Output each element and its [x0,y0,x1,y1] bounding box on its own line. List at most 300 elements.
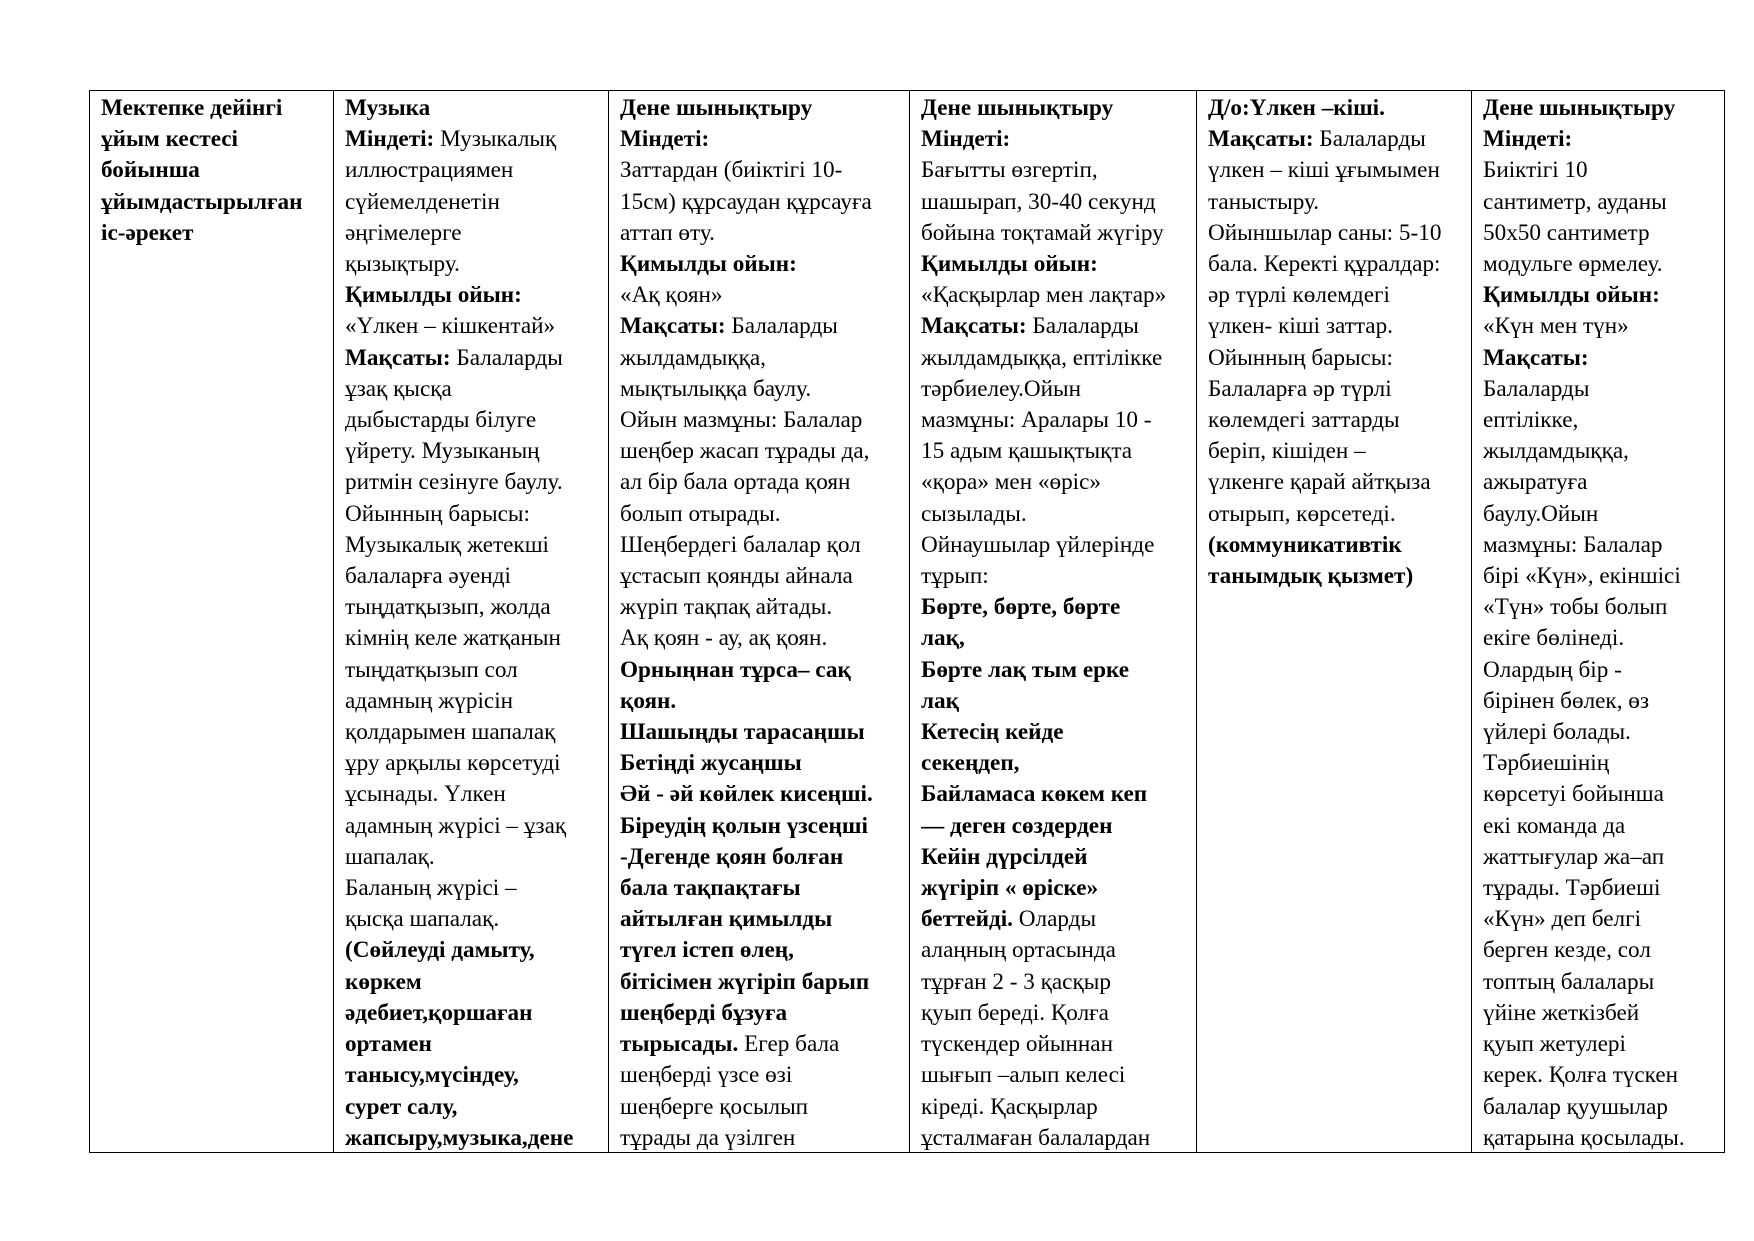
text-run: тәрбиелеу.Ойын [921,375,1082,402]
text-run: отырып, көрсетеді. [1208,500,1396,527]
cell-text [1208,93,1463,1151]
bold-text-run: Әй - әй көйлек кисеңші. [620,781,873,808]
text-run: қуып береді. Қолға [921,999,1109,1026]
text-line [921,779,1188,810]
text-line [921,187,1188,218]
text-run: Балаларды [450,344,563,371]
text-line [1483,249,1716,280]
text-line [1208,436,1463,467]
text-run: мықтылыққа баулу. [620,375,812,402]
text-line [1208,374,1463,405]
text-line [620,873,901,904]
text-line [1483,280,1716,311]
bold-text-run: Музыка [345,95,431,121]
text-line [101,218,325,249]
text-line [1483,904,1716,935]
text-run: беріп, кішіден – [1208,438,1366,465]
text-run: қуып жетулері [1483,1031,1626,1058]
text-line [1483,124,1716,155]
bold-text-run: Міндеті: [345,126,435,153]
text-line [1483,779,1716,810]
bold-text-run: танысу,мүсіндеу, [345,1062,519,1089]
text-line [620,717,901,748]
text-line [1208,218,1463,249]
text-run: көрсетуі бойынша [1483,781,1664,808]
text-line [345,779,600,810]
text-line [921,811,1188,842]
text-line [1483,998,1716,1029]
text-run: үлкен – кіші ұғымымен [1208,157,1440,184]
bold-text-run: Міндеті: [1483,126,1573,153]
text-line [620,1092,901,1123]
text-line [101,187,325,218]
text-line [620,467,901,498]
text-line [620,561,901,592]
bold-text-run: Міндеті: [620,126,710,153]
bold-text-run: Орныңнан тұрса– сақ [620,656,851,683]
text-line [1483,686,1716,717]
bold-text-run: -Дегенде қоян болған [620,843,844,870]
text-run: қатарына қосылады. [1483,1124,1685,1151]
bold-text-run: Кетесің кейде [921,719,1064,746]
text-line [1208,187,1463,218]
text-run: Музыкалық [434,126,557,153]
bold-text-run: Байламаса көкем кеп [921,781,1148,808]
text-run: ал бір бала ортада қоян [620,469,851,496]
text-line [921,467,1188,498]
text-run: сүйемелденетін [345,188,500,215]
text-line [620,343,901,374]
text-run: екі команда да [1483,812,1626,839]
cell-text [101,93,325,1151]
text-run: ұстасып қоянды айнала [620,563,853,590]
text-line [345,93,600,124]
text-line [1483,1060,1716,1091]
text-run: қызықтыру. [345,251,460,278]
text-run: түскендер ойыннан [921,1031,1113,1058]
text-run: қысқа шапалақ. [345,906,500,933]
text-line [1483,1092,1716,1123]
text-line [921,374,1188,405]
text-line [1208,155,1463,186]
text-run: балалар қуушылар [1483,1093,1668,1120]
text-run: «қора» мен «өріс» [921,469,1102,496]
physical-education-cell-3 [1472,91,1725,1153]
text-line [345,1029,600,1060]
text-run: мазмұны: Аралары 10 - [921,407,1152,434]
bold-text-run: Бөрте лақ тым ерке [921,656,1130,683]
text-line [345,187,600,218]
text-line [1483,842,1716,873]
text-run: үлкен- кіші заттар. [1208,313,1393,340]
text-run: үлкенге қарай айтқыза [1208,469,1431,496]
text-line [1483,1123,1716,1151]
text-run: шеңберді үзсе өзі [620,1062,793,1089]
text-line [345,561,600,592]
text-line [1208,467,1463,498]
bold-text-run: Д/о:Үлкен –кіші. [1208,95,1385,121]
text-line [620,124,901,155]
text-line [1208,561,1463,592]
text-run: болып отырады. [620,500,781,527]
bold-text-run: Біреудің қолын үзсеңші [620,812,868,839]
text-run: шеңберге қосылып [620,1093,809,1120]
table-row [90,91,1725,1153]
text-line [620,842,901,873]
text-run: Балаларды [1026,313,1139,340]
bold-text-run: лақ, [921,625,965,652]
text-line [345,904,600,935]
text-line [345,717,600,748]
text-line [620,592,901,623]
text-line [345,623,600,654]
text-line [620,686,901,717]
text-line [1208,249,1463,280]
text-line [345,155,600,186]
bold-text-run: әдебиет,қоршаған [345,999,533,1026]
text-line [620,249,901,280]
text-line [620,1060,901,1091]
text-run: топтың балалары [1483,968,1655,995]
text-line [921,655,1188,686]
cell-text [620,93,901,1151]
text-run: үйрету. Музыканың [345,438,540,465]
text-line [620,530,901,561]
text-line [620,405,901,436]
text-run: көлемдегі заттарды [1208,407,1400,434]
text-run: Ақ қоян - ау, ақ қоян. [620,625,828,652]
text-run: әр түрлі көлемдегі [1208,282,1390,309]
text-run: тыңдатқызып сол [345,656,518,683]
text-run: екіге бөлінеді. [1483,625,1625,652]
text-line [1483,467,1716,498]
text-line [620,935,901,966]
text-line [1483,873,1716,904]
text-run: Тәрбиешінің [1483,750,1610,777]
text-line [345,343,600,374]
bold-text-run: бала тақпақтағы [620,875,801,902]
bold-text-run: Міндеті: [921,126,1011,153]
text-run: ұсынады. Үлкен [345,781,506,808]
text-line [345,842,600,873]
text-run: «Ақ қоян» [620,282,723,309]
bold-text-run: (коммуникативтік [1208,531,1402,558]
text-run: дыбыстарды білуге [345,407,537,434]
text-line [345,686,600,717]
bold-text-run: жапсыру,музыка,дене [345,1124,574,1151]
column-header-cell [90,91,334,1153]
bold-text-run: іс-әрекет [101,219,194,246]
text-run: ұсталмаған балалардан [921,1124,1151,1151]
text-line [1208,405,1463,436]
bold-text-run: лақ [921,687,959,714]
cell-text [1483,93,1716,1151]
text-run: Балаларды [725,313,838,340]
text-run: шапалақ. [345,843,435,870]
text-line [345,280,600,311]
text-run: «Күн» деп белгі [1483,906,1642,933]
text-line [921,592,1188,623]
bold-text-run: Қимылды ойын: [345,282,522,309]
text-run: тұрған 2 - 3 қасқыр [921,968,1111,995]
text-line [1208,530,1463,561]
text-line [345,405,600,436]
text-line [101,124,325,155]
text-run: ептілікке, [1483,407,1579,434]
text-line [345,655,600,686]
text-run: Ойыншылар саны: 5-10 [1208,219,1442,246]
bold-text-run: Шашыңды тарасаңшы [620,719,865,746]
text-run: тыңдатқызып, жолда [345,594,551,621]
text-line [921,842,1188,873]
text-line [1483,530,1716,561]
text-run: таныстыру. [1208,188,1320,215]
text-run: Ойынның барысы: [345,500,530,527]
text-line [620,904,901,935]
text-line [345,467,600,498]
text-line [1483,374,1716,405]
text-line [345,499,600,530]
bold-text-run: Бөрте, бөрте, бөрте [921,594,1121,621]
text-run: ажыратуға [1483,469,1588,496]
text-run: қолдарымен шапалақ [345,719,556,746]
bold-text-run: Мектепке дейінгі [101,95,283,121]
text-line [620,499,901,530]
text-run: Егер бала [738,1031,840,1058]
text-run: мазмұны: Балалар [1483,531,1663,558]
text-line [921,1060,1188,1091]
text-line [620,998,901,1029]
text-line [620,1029,901,1060]
text-run: шеңбер жасап тұрады да, [620,438,870,465]
text-line [345,1123,600,1151]
text-line [921,1123,1188,1151]
text-run: балаларға әуенді [345,563,511,590]
didactic-game-cell [1197,91,1472,1153]
text-line [620,93,901,124]
text-line [1483,155,1716,186]
text-line [345,436,600,467]
text-line [620,436,901,467]
text-line [921,499,1188,530]
text-line [620,779,901,810]
text-run: Заттардан (биіктігі 10- [620,157,843,184]
text-line [345,311,600,342]
cell-text [921,93,1188,1151]
text-line [1208,311,1463,342]
text-run: Музыкалық жетекші [345,531,549,558]
bold-text-run: Дене шынықтыру [620,95,813,121]
text-run: модульге өрмелеу. [1483,251,1663,278]
text-run: бірі «Күн», екіншісі [1483,563,1681,590]
text-line [620,311,901,342]
text-run: «Күн мен түн» [1483,313,1629,340]
text-line [620,155,901,186]
text-line [1483,655,1716,686]
text-run: алаңның ортасында [921,937,1116,964]
bold-text-run: Мақсаты: [1208,126,1314,153]
text-line [921,935,1188,966]
text-run: тұрып: [921,563,989,590]
text-run: 15см) құрсаудан құрсауға [620,188,872,215]
text-line [921,623,1188,654]
text-run: сантиметр, ауданы [1483,188,1667,215]
bold-text-run: беттейді. [921,906,1013,933]
bold-text-run: Мақсаты: [921,313,1027,340]
text-run: тұрады да үзілген [620,1124,796,1151]
text-run: «Түн» тобы болып [1483,594,1668,621]
text-line [1208,343,1463,374]
text-line [1483,811,1716,842]
text-line [921,124,1188,155]
text-line [1483,93,1716,124]
text-line [345,935,600,966]
text-line [1483,343,1716,374]
bold-text-run: тырысады. [620,1031,739,1058]
text-line [345,998,600,1029]
text-line [921,967,1188,998]
text-line [1483,499,1716,530]
text-line [1208,280,1463,311]
text-run: жаттығулар жа–ап [1483,843,1665,870]
text-run: 15 адым қашықтықта [921,438,1133,465]
text-line [1483,748,1716,779]
text-line [620,748,901,779]
text-run: жылдамдыққа, ептілікке [921,344,1163,371]
text-line [620,811,901,842]
text-line [620,280,901,311]
bold-text-run: Дене шынықтыру [921,95,1114,121]
text-run: ұзақ қысқа [345,375,452,402]
text-line [345,1092,600,1123]
text-line [1483,935,1716,966]
text-line [921,1029,1188,1060]
text-run: баулу.Ойын [1483,500,1599,527]
activity-plan-table [89,90,1725,1153]
text-line [101,93,325,124]
text-run: «Қасқырлар мен лақтар» [921,282,1167,309]
text-line [921,873,1188,904]
text-run: кімнің келе жатқанын [345,625,561,652]
bold-text-run: жүгіріп « өріске» [921,875,1099,902]
text-line [921,998,1188,1029]
text-line [921,280,1188,311]
text-run: Балаларды [1483,375,1590,402]
text-line [921,1092,1188,1123]
bold-text-run: танымдық қызмет) [1208,563,1414,590]
text-line [1483,187,1716,218]
text-run: үйіне жеткізбей [1483,999,1640,1026]
text-run: иллюстрациямен [345,157,514,184]
text-line [1208,124,1463,155]
bold-text-run: қоян. [620,687,677,714]
text-line [1208,499,1463,530]
text-line [345,530,600,561]
text-run: Шеңбердегі балалар қол [620,531,861,558]
text-line [921,686,1188,717]
text-line [345,249,600,280]
text-line [1483,218,1716,249]
text-line [1483,436,1716,467]
text-run: Оларды [1012,906,1097,933]
text-line [921,717,1188,748]
bold-text-run: сурет салу, [345,1093,458,1120]
text-line [921,343,1188,374]
text-line [1483,967,1716,998]
bold-text-run: Дене шынықтыру [1483,95,1676,121]
text-run: тұрады. Тәрбиеші [1483,875,1661,902]
text-run: әңгімелерге [345,219,462,246]
text-line [620,374,901,405]
text-line [345,811,600,842]
cell-text [345,93,600,1151]
text-line [921,218,1188,249]
bold-text-run: ұйым кестесі [101,126,238,153]
text-line [921,405,1188,436]
bold-text-run: Мақсаты: [1483,344,1589,371]
text-line [620,967,901,998]
text-line [345,967,600,998]
bold-text-run: Бетіңді жусаңшы [620,750,802,777]
bold-text-run: айтылған қимылды [620,906,833,933]
bold-text-run: Мақсаты: [620,313,726,340]
text-line [620,218,901,249]
text-line [921,249,1188,280]
text-line [345,374,600,405]
text-line [620,1123,901,1151]
text-line [345,873,600,904]
text-run: Олардың бір - [1483,656,1622,683]
music-activity-cell [334,91,609,1153]
text-line [921,93,1188,124]
bold-text-run: секеңдеп, [921,750,1020,777]
text-run: ритмін сезінуге баулу. [345,469,563,496]
text-run: Балаларға әр түрлі [1208,375,1392,402]
physical-education-cell-2 [910,91,1197,1153]
text-line [1483,405,1716,436]
text-run: берген кезде, сол [1483,937,1651,964]
text-run: бірінен бөлек, өз [1483,687,1650,714]
text-run: адамның жүрісін [345,687,514,714]
text-line [921,561,1188,592]
bold-text-run: түгел істеп өлең, [620,937,794,964]
bold-text-run: Қимылды ойын: [1483,282,1660,309]
text-run: жылдамдыққа, [1483,438,1629,465]
text-run: жүріп тақпақ айтады. [620,594,833,621]
text-run: керек. Қолға түскен [1483,1062,1679,1089]
text-run: ұру арқылы көрсетуді [345,750,561,777]
text-run: Бағытты өзгертіп, [921,157,1098,184]
text-run: үйлері болады. [1483,719,1631,746]
text-run: шығып –алып келесі [921,1062,1126,1089]
bold-text-run: ұйымдастырылған [101,188,303,215]
text-run: адамның жүрісі – ұзақ [345,812,567,839]
text-run: кіреді. Қасқырлар [921,1093,1098,1120]
text-line [921,436,1188,467]
bold-text-run: Мақсаты: [345,344,451,371]
text-run: Ойынның барысы: [1208,344,1393,371]
text-line [1483,623,1716,654]
text-run: 50х50 сантиметр [1483,219,1650,246]
bold-text-run: Кейін дүрсілдей [921,843,1088,870]
text-run: Баланың жүрісі – [345,875,517,902]
text-line [345,592,600,623]
text-run: сызылады. [921,500,1027,527]
text-line [921,748,1188,779]
text-line [1483,561,1716,592]
bold-text-run: (Сөйлеуді дамыту, [345,937,535,964]
physical-education-cell-1 [609,91,910,1153]
